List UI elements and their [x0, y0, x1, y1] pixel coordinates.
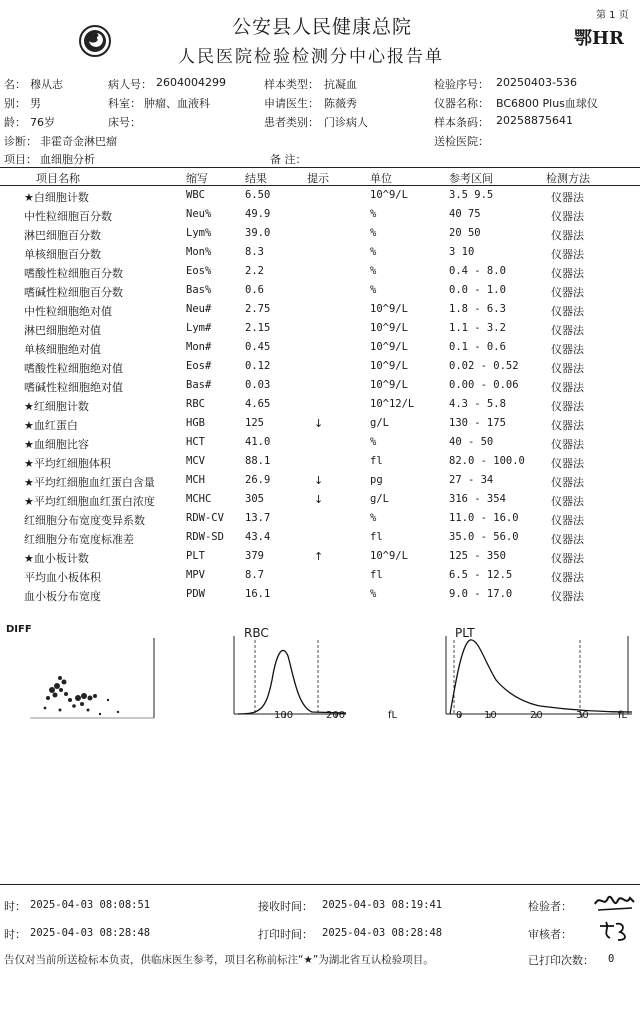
cell-abbr: HGB: [186, 417, 205, 429]
patient-name: 穆从志: [30, 78, 63, 91]
cell-result: 2.15: [245, 322, 271, 334]
cell-abbr: RDW-SD: [186, 531, 224, 543]
cell-unit: fl: [370, 569, 383, 581]
cell-unit: 10^9/L: [370, 360, 408, 372]
cell-unit: fl: [370, 455, 383, 467]
print-count: 0: [608, 953, 615, 965]
cell-name: 平均血小板体积: [24, 571, 101, 584]
table-row: [0, 586, 640, 605]
rbc-tick-200: 200: [326, 710, 346, 721]
reviewer-label: 审核者：: [528, 928, 572, 941]
print-time: 2025-04-03 08:28:48: [322, 927, 443, 939]
cell-abbr: RDW-CV: [186, 512, 224, 524]
cell-result: 39.0: [245, 227, 271, 239]
col-method: 检测方法: [546, 172, 590, 185]
cell-unit: 10^9/L: [370, 379, 408, 391]
cell-unit: %: [370, 227, 377, 239]
cell-method: 仪器法: [551, 286, 584, 299]
rbc-tick-unit: fL: [388, 710, 398, 721]
collect-label: 时：: [4, 900, 26, 913]
cell-ref: 35.0 - 56.0: [449, 531, 519, 543]
cell-unit: %: [370, 284, 377, 296]
cell-ref: 3 10: [449, 246, 475, 258]
diag-label: 诊断：: [4, 135, 37, 148]
cell-abbr: Neu#: [186, 303, 212, 315]
cell-ref: 0.0 - 1.0: [449, 284, 506, 296]
cell-ref: 0.02 - 0.52: [449, 360, 519, 372]
cell-name: 红细胞分布宽度变异系数: [24, 514, 145, 527]
patient-type-label: 患者类别：: [264, 116, 319, 129]
cell-name: ★平均红细胞体积: [24, 457, 111, 470]
cell-method: 仪器法: [551, 267, 584, 280]
cell-name: 淋巴细胞百分数: [24, 229, 101, 242]
cell-ref: 1.1 - 3.2: [449, 322, 506, 334]
cell-name: 嗜酸性粒细胞绝对值: [24, 362, 123, 375]
doctor-label: 申请医生：: [264, 97, 319, 110]
col-unit: 单位: [370, 172, 392, 185]
print-count-label: 已打印次数：: [528, 954, 594, 967]
cell-unit: 10^9/L: [370, 189, 408, 201]
cell-unit: 10^9/L: [370, 303, 408, 315]
cell-ref: 27 - 34: [449, 474, 494, 486]
plt-tick-10: 10: [484, 710, 497, 721]
cell-result: 16.1: [245, 588, 271, 600]
cell-unit: g/L: [370, 493, 389, 505]
footer-note: 告仅对当前所送检标本负责，供临床医生参考，项目名称前标注“★”为湖北省互认检验项目。: [4, 954, 434, 966]
cell-abbr: Eos%: [186, 265, 212, 277]
name-label: 名：: [4, 78, 26, 91]
cell-name: 红细胞分布宽度标准差: [24, 533, 134, 546]
cell-method: 仪器法: [551, 210, 584, 223]
cell-abbr: MPV: [186, 569, 205, 581]
cell-flag: ↓: [314, 474, 324, 487]
cell-name: 单核细胞绝对值: [24, 343, 101, 356]
patient-type: 门诊病人: [324, 116, 368, 129]
cell-abbr: WBC: [186, 189, 205, 201]
cell-name: ★血细胞比容: [24, 438, 89, 451]
cell-unit: 10^9/L: [370, 341, 408, 353]
age-label: 龄：: [4, 116, 26, 129]
cell-result: 2.75: [245, 303, 271, 315]
table-row: [0, 548, 640, 567]
barcode: 20258875641: [496, 114, 573, 127]
cell-method: 仪器法: [551, 571, 584, 584]
table-row: [0, 567, 640, 586]
item-label: 项目：: [4, 153, 37, 166]
cell-ref: 3.5 9.5: [449, 189, 494, 201]
cell-result: 0.03: [245, 379, 271, 391]
cell-method: 仪器法: [551, 419, 584, 432]
cell-result: 26.9: [245, 474, 271, 486]
cell-method: 仪器法: [551, 438, 584, 451]
table-row: [0, 187, 640, 206]
reviewer-signature: [596, 918, 636, 944]
instrument: BC6800 Plus血球仪: [496, 97, 598, 110]
cell-result: 4.65: [245, 398, 271, 410]
cell-result: 2.2: [245, 265, 264, 277]
cell-abbr: Neu%: [186, 208, 212, 220]
table-row: [0, 206, 640, 225]
table-row: [0, 491, 640, 510]
divider: [0, 884, 640, 885]
cell-result: 13.7: [245, 512, 271, 524]
cell-ref: 4.3 - 5.8: [449, 398, 506, 410]
cell-result: 125: [245, 417, 264, 429]
col-result: 结果: [245, 172, 267, 185]
cell-method: 仪器法: [551, 248, 584, 261]
table-row: [0, 415, 640, 434]
cell-abbr: PDW: [186, 588, 205, 600]
sample-type: 抗凝血: [324, 78, 357, 91]
cell-abbr: Mon%: [186, 246, 212, 258]
cell-unit: %: [370, 265, 377, 277]
cell-method: 仪器法: [551, 305, 584, 318]
sample-type-label: 样本类型：: [264, 78, 319, 91]
cell-result: 0.6: [245, 284, 264, 296]
cell-abbr: Bas#: [186, 379, 212, 391]
table-row: [0, 529, 640, 548]
cell-abbr: MCH: [186, 474, 205, 486]
pid-label: 病人号：: [108, 78, 152, 91]
receive-time: 2025-04-03 08:19:41: [322, 899, 443, 911]
histograms: [0, 620, 640, 730]
hospital-name: 公安县人民健康总院: [232, 16, 413, 38]
cell-abbr: MCHC: [186, 493, 212, 505]
cell-method: 仪器法: [551, 362, 584, 375]
table-row: [0, 377, 640, 396]
cell-result: 0.45: [245, 341, 271, 353]
cell-method: 仪器法: [551, 514, 584, 527]
cell-result: 8.7: [245, 569, 264, 581]
col-abbr: 缩写: [186, 172, 208, 185]
table-row: [0, 320, 640, 339]
cell-unit: 10^9/L: [370, 322, 408, 334]
cell-ref: 0.1 - 0.6: [449, 341, 506, 353]
cell-result: 88.1: [245, 455, 271, 467]
table-row: [0, 339, 640, 358]
cell-ref: 125 - 350: [449, 550, 506, 562]
cell-name: 嗜碱性粒细胞百分数: [24, 286, 123, 299]
cell-unit: %: [370, 512, 377, 524]
cell-name: 单核细胞百分数: [24, 248, 101, 261]
cell-name: 血小板分布宽度: [24, 590, 101, 603]
dept-label: 科室：: [108, 97, 141, 110]
cell-result: 6.50: [245, 189, 271, 201]
report-title: 人民医院检验检测分中心报告单: [178, 47, 444, 67]
cell-ref: 6.5 - 12.5: [449, 569, 513, 581]
plt-tick-20: 20: [530, 710, 543, 721]
sex-label: 别：: [4, 97, 26, 110]
table-row: [0, 358, 640, 377]
cell-ref: 11.0 - 16.0: [449, 512, 519, 524]
cell-method: 仪器法: [551, 343, 584, 356]
cell-unit: 10^12/L: [370, 398, 415, 410]
cell-unit: fl: [370, 531, 383, 543]
sender-label: 送检医院：: [434, 135, 489, 148]
cell-abbr: RBC: [186, 398, 205, 410]
cell-method: 仪器法: [551, 400, 584, 413]
cell-abbr: HCT: [186, 436, 205, 448]
cell-name: 嗜碱性粒细胞绝对值: [24, 381, 123, 394]
cell-abbr: Eos#: [186, 360, 212, 372]
diff-scatter: [30, 638, 154, 718]
cell-ref: 40 75: [449, 208, 481, 220]
cell-name: ★红细胞计数: [24, 400, 89, 413]
tester-signature: [592, 888, 638, 916]
remark-label: 备 注：: [270, 153, 307, 166]
plt-tick-unit: fL: [618, 710, 628, 721]
barcode-label: 样本条码：: [434, 116, 489, 129]
col-ref: 参考区间: [449, 172, 493, 185]
region-tag: 鄂HR: [574, 28, 624, 49]
test-item: 血细胞分析: [40, 153, 95, 166]
cell-abbr: PLT: [186, 550, 205, 562]
cell-result: 305: [245, 493, 264, 505]
rbc-histogram: [234, 636, 346, 718]
table-row: [0, 396, 640, 415]
table-row: [0, 282, 640, 301]
cell-result: 8.3: [245, 246, 264, 258]
cell-method: 仪器法: [551, 229, 584, 242]
cell-unit: g/L: [370, 417, 389, 429]
cell-ref: 9.0 - 17.0: [449, 588, 513, 600]
cell-ref: 82.0 - 100.0: [449, 455, 525, 467]
patient-age: 76岁: [30, 116, 55, 129]
table-row: [0, 472, 640, 491]
plt-tick-0: 0: [456, 710, 463, 721]
print-label: 打印时间：: [258, 928, 313, 941]
cell-unit: 10^9/L: [370, 550, 408, 562]
rbc-label: RBC: [244, 626, 269, 640]
plt-histogram: [446, 636, 632, 718]
tester-label: 检验者：: [528, 900, 572, 913]
cell-result: 379: [245, 550, 264, 562]
cell-flag: ↑: [314, 550, 324, 563]
cell-method: 仪器法: [551, 495, 584, 508]
diff-label: DIFF: [6, 624, 32, 635]
cell-abbr: MCV: [186, 455, 205, 467]
table-row: [0, 301, 640, 320]
table-row: [0, 244, 640, 263]
collect-time: 2025-04-03 08:08:51: [30, 899, 151, 911]
cell-ref: 130 - 175: [449, 417, 506, 429]
cell-unit: %: [370, 208, 377, 220]
department: 肿瘤、血液科: [144, 97, 210, 110]
cell-unit: %: [370, 588, 377, 600]
cell-result: 49.9: [245, 208, 271, 220]
receive-label: 接收时间：: [258, 900, 313, 913]
seq-label: 检验序号：: [434, 78, 489, 91]
cell-method: 仪器法: [551, 381, 584, 394]
cell-method: 仪器法: [551, 324, 584, 337]
cell-name: ★白细胞计数: [24, 191, 89, 204]
cell-ref: 1.8 - 6.3: [449, 303, 506, 315]
cell-ref: 0.4 - 8.0: [449, 265, 506, 277]
cell-name: ★平均红细胞血红蛋白浓度: [24, 495, 155, 508]
rbc-tick-100: 100: [274, 710, 294, 721]
cell-name: ★血小板计数: [24, 552, 89, 565]
patient-sex: 男: [30, 97, 41, 110]
instrument-label: 仪器名称：: [434, 97, 489, 110]
cell-name: ★平均红细胞血红蛋白含量: [24, 476, 155, 489]
cell-flag: ↓: [314, 493, 324, 506]
cell-unit: %: [370, 246, 377, 258]
cell-unit: pg: [370, 474, 383, 486]
plt-label: PLT: [455, 626, 475, 640]
cell-method: 仪器法: [551, 476, 584, 489]
cell-ref: 20 50: [449, 227, 481, 239]
cell-abbr: Bas%: [186, 284, 212, 296]
cell-abbr: Mon#: [186, 341, 212, 353]
test-seq: 20250403-536: [496, 76, 577, 89]
col-flag: 提示: [307, 172, 329, 185]
plt-tick-30: 30: [576, 710, 589, 721]
cell-unit: %: [370, 436, 377, 448]
report-time: 2025-04-03 08:28:48: [30, 927, 151, 939]
cell-result: 0.12: [245, 360, 271, 372]
doctor: 陈薇秀: [324, 97, 357, 110]
cell-abbr: Lym#: [186, 322, 212, 334]
table-row: [0, 434, 640, 453]
col-name: 项目名称: [36, 172, 80, 185]
cell-ref: 316 - 354: [449, 493, 506, 505]
cell-method: 仪器法: [551, 457, 584, 470]
cell-name: 中性粒细胞绝对值: [24, 305, 112, 318]
cell-name: 淋巴细胞绝对值: [24, 324, 101, 337]
cell-result: 41.0: [245, 436, 271, 448]
cell-method: 仪器法: [551, 590, 584, 603]
cell-method: 仪器法: [551, 191, 584, 204]
cell-method: 仪器法: [551, 552, 584, 565]
hospital-logo-icon: [78, 24, 112, 58]
table-row: [0, 453, 640, 472]
cell-abbr: Lym%: [186, 227, 212, 239]
table-row: [0, 510, 640, 529]
table-row: [0, 225, 640, 244]
diagnosis: 非霍奇金淋巴瘤: [40, 135, 117, 148]
table-row: [0, 263, 640, 282]
cell-name: 嗜酸性粒细胞百分数: [24, 267, 123, 280]
cell-name: ★血红蛋白: [24, 419, 78, 432]
page-number: 第 1 页: [596, 10, 629, 21]
cell-flag: ↓: [314, 417, 324, 430]
cell-ref: 0.00 - 0.06: [449, 379, 519, 391]
cell-ref: 40 - 50: [449, 436, 494, 448]
cell-name: 中性粒细胞百分数: [24, 210, 112, 223]
patient-id: 2604004299: [156, 76, 226, 89]
divider: [0, 185, 640, 186]
cell-result: 43.4: [245, 531, 271, 543]
bed-label: 床号：: [108, 116, 141, 129]
report-label: 时：: [4, 928, 26, 941]
cell-method: 仪器法: [551, 533, 584, 546]
